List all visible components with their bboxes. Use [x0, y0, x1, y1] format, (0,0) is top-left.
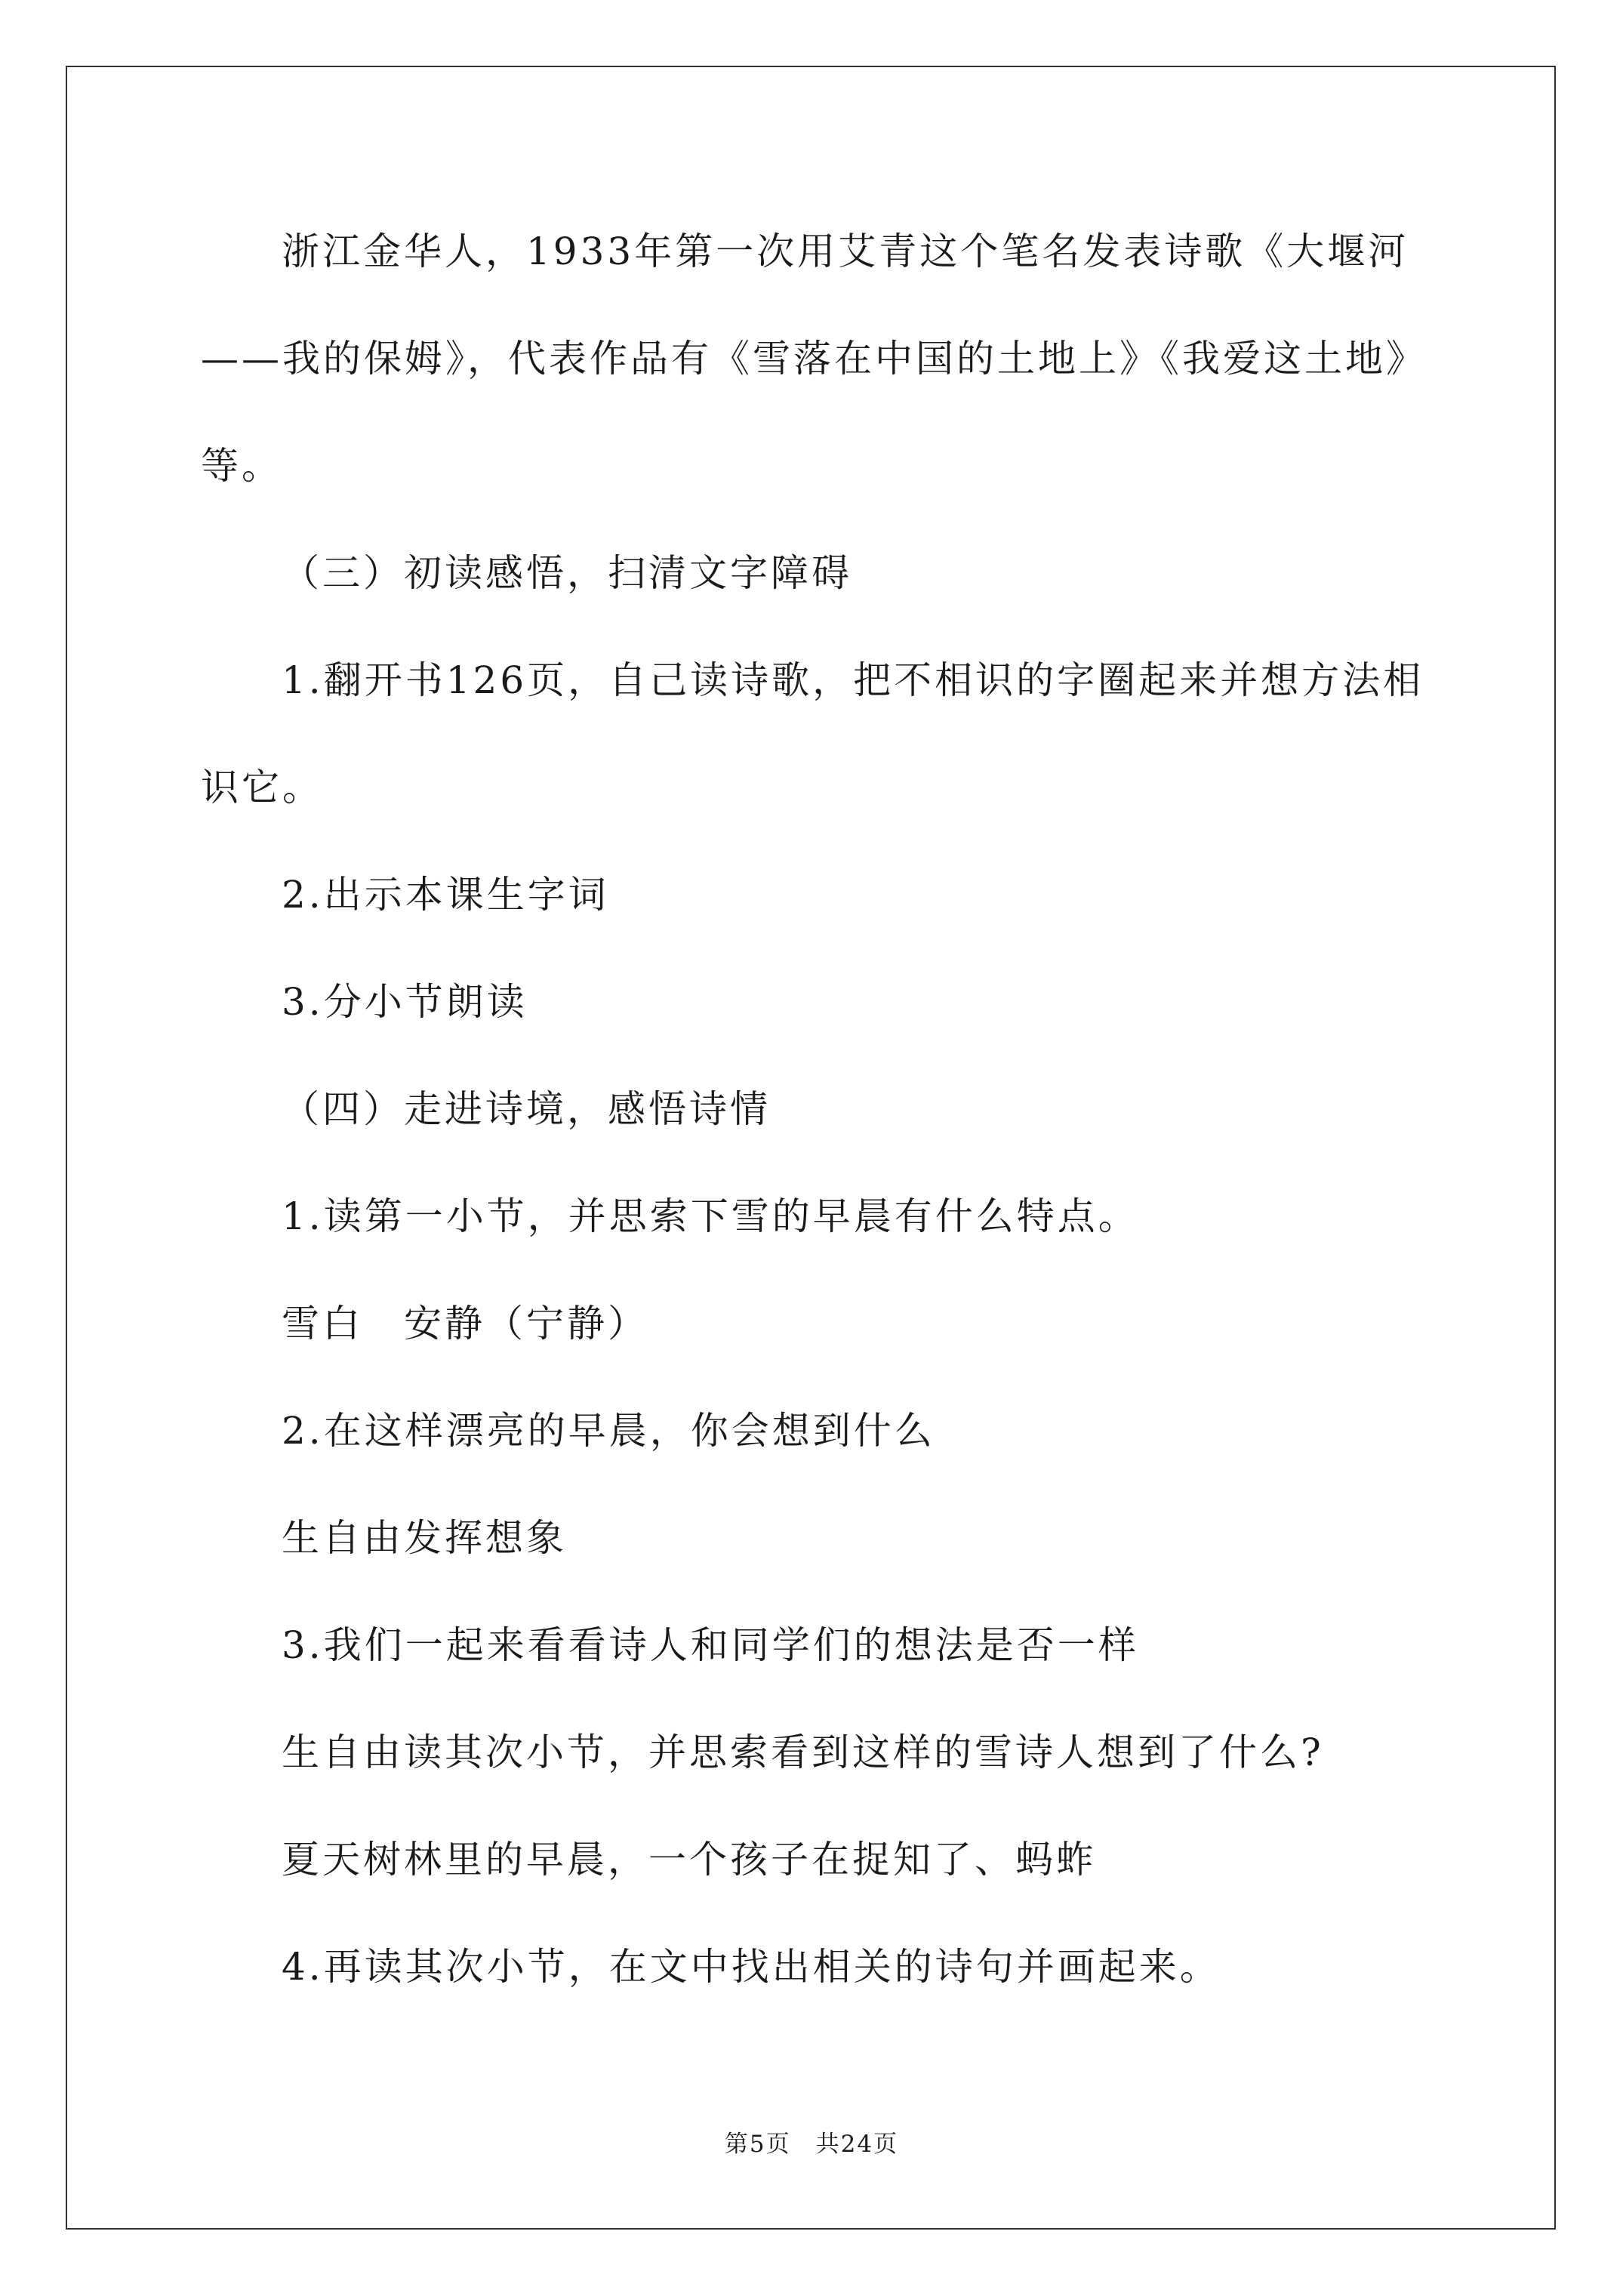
section-heading: （四）走进诗境，感悟诗情 [282, 1087, 771, 1131]
paragraph-line: 1.读第一小节，并思索下雪的早晨有什么特点。 [282, 1194, 1139, 1238]
page-border [66, 66, 1556, 2230]
section-heading: （三）初读感悟，扫清文字障碍 [282, 551, 852, 595]
paragraph-line: 生自由发挥想象 [282, 1516, 567, 1560]
paragraph-line: ——我的保姆》，代表作品有《雪落在中国的土地上》《我爱这土地》 [201, 337, 1427, 381]
paragraph-line: 4.再读其次小节，在文中找出相关的诗句并画起来。 [282, 1945, 1221, 1989]
paragraph-line: 雪白 安静（宁静） [282, 1302, 648, 1345]
paragraph-line: 夏天树林里的早晨，一个孩子在捉知了、蚂蚱 [282, 1838, 1097, 1881]
paragraph-line: 3.分小节朗读 [282, 980, 528, 1024]
paragraph-line: 1.翻开书126页，自己读诗歌，把不相识的字圈起来并想方法相 [282, 658, 1424, 702]
paragraph-line: 浙江金华人，1933年第一次用艾青这个笔名发表诗歌《大堰河 [282, 230, 1409, 273]
paragraph-line: 3.我们一起来看看诗人和同学们的想法是否一样 [282, 1623, 1139, 1667]
paragraph-line: 等。 [201, 444, 282, 488]
paragraph-line: 2.出示本课生字词 [282, 873, 609, 917]
page-number: 第5页 共24页 [724, 2131, 899, 2158]
paragraph-line: 生自由读其次小节，并思索看到这样的雪诗人想到了什么? [282, 1730, 1324, 1774]
paragraph-line: 2.在这样漂亮的早晨，你会想到什么 [282, 1409, 935, 1453]
paragraph-line: 识它。 [201, 766, 323, 809]
